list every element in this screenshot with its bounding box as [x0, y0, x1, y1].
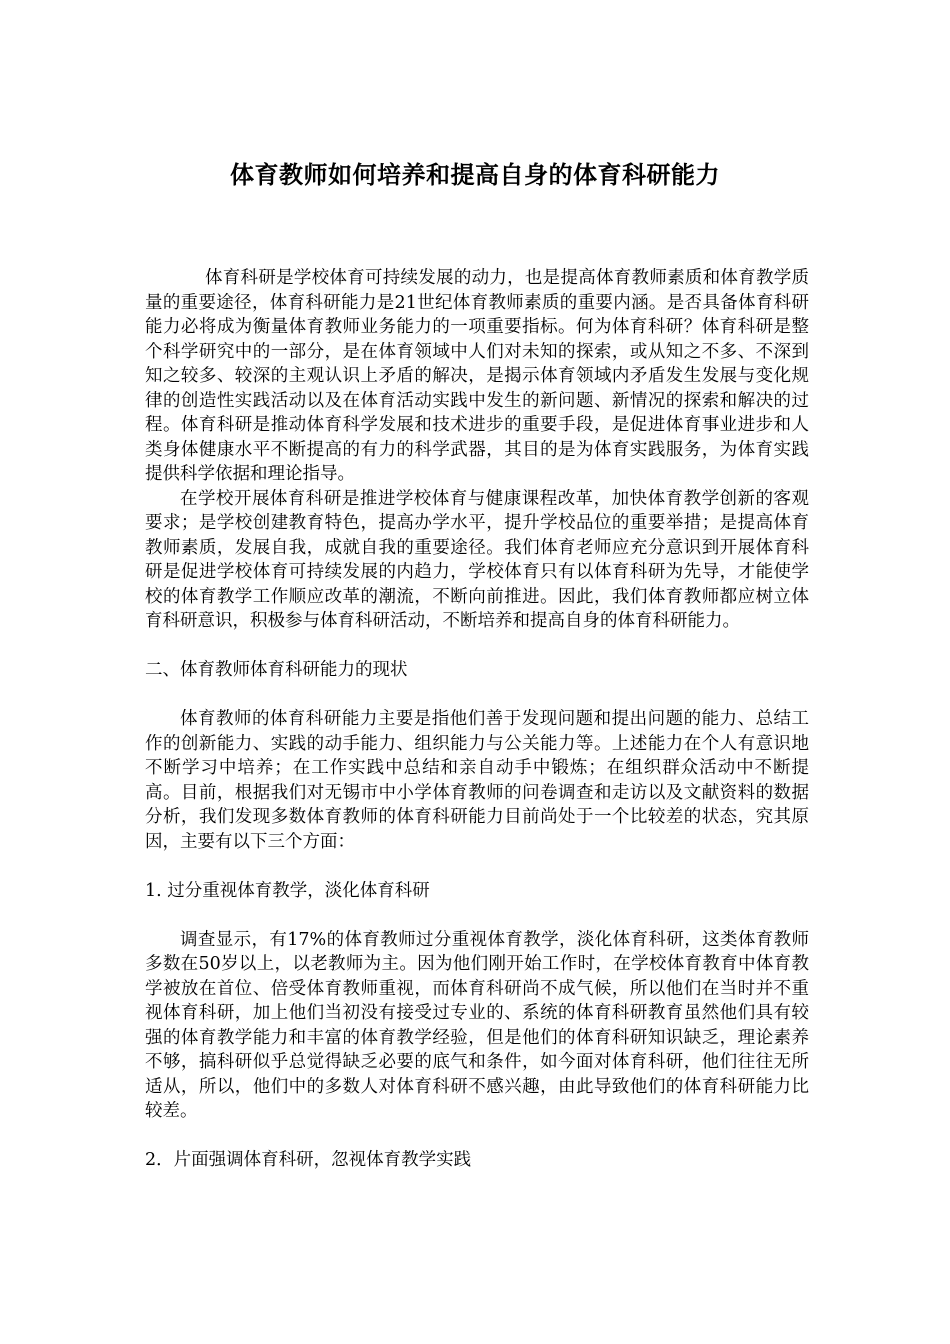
document-body — [145, 266, 809, 1173]
spacer — [145, 683, 809, 708]
subsection-heading-1: 1. 过分重视体育教学，淡化体育科研 — [145, 880, 430, 901]
spacer — [145, 903, 809, 928]
spacer — [145, 854, 809, 879]
spacer — [145, 1124, 809, 1149]
section-heading-status: 二、体育教师体育科研能力的现状 — [145, 660, 408, 680]
subsection-heading-2: 2．片面强调体育科研，忽视体育教学实践 — [145, 1150, 472, 1170]
spacer — [145, 634, 809, 659]
paragraph-reason-1: 调查显示，有17%的体育教师过分重视体育教学，淡化体育科研，这类体育教师多数在50岁以上，以老教师为主。因为他们刚开始工作时，在学校体育教育中体育教学被放在首位、倍受体育教师重视，而体育科研尚不成气候，所以他们在当时并不重视体育科研，加上他们当初没有接受过专业的、系统的体育科研教育虽然他们具有较强的体育教学能力和丰富的体育教学经验，但是他们的体育科研知识缺乏，理论素养不够，搞科研似乎总觉得缺乏必要的底气和条件，如今面对体育科研，他们往往无所适从，所以，他们中的多数人对体育科研不感兴趣，由此导致他们的体育科研能力比较差。 — [145, 929, 809, 1121]
paragraph-status: 体育教师的体育科研能力主要是指他们善于发现问题和提出问题的能力、总结工作的创新能力、实践的动手能力、组织能力与公关能力等。上述能力在个人有意识地不断学习中培养；在工作实践中总结和亲自动手中锻炼；在组织群众活动中不断提高。目前，根据我们对无锡市中小学体育教师的问卷调查和走访以及文献资料的数据分析，我们发现多数体育教师的体育科研能力目前尚处于一个比较差的状态，究其原因，主要有以下三个方面： — [145, 709, 809, 852]
paragraph-significance: 在学校开展体育科研是推进学校体育与健康课程改革，加快体育教学创新的客观要求；是学校创建教育特色，提高办学水平，提升学校品位的重要举措；是提高体育教师素质，发展自我，成就自我的重要途径。我们体育老师应充分意识到开展体育科研是促进学校体育可持续发展的内趋力，学校体育只有以体育科研为先导，才能使学校的体育教学工作顺应改革的潮流，不断向前推进。因此，我们体育教师都应树立体育科研意识，积极参与体育科研活动，不断培养和提高自身的体育科研能力。 — [145, 488, 809, 631]
document-title: 体育教师如何培养和提高自身的体育科研能力 — [230, 160, 720, 189]
paragraph-intro: 体育科研是学校体育可持续发展的动力，也是提高体育教师素质和体育教学质量的重要途径，体育科研能力是21世纪体育教师素质的重要内涵。是否具备体育科研能力必将成为衡量体育教师业务能力的一项重要指标。何为体育科研？体育科研是整个科学研究中的一部分，是在体育领域中人们对未知的探索，或从知之不多、不深到知之较多、较深的主观认识上矛盾的解决，是揭示体育领域内矛盾发生发展与变化规律的创造性实践活动以及在体育活动实践中发生的新问题、新情况的探索和解决的过程。体育科研是推动体育科学发展和技术进步的重要手段，是促进体育事业进步和人类身体健康水平不断提高的有力的科学武器，其目的是为体育实践服务，为体育实践提供科学依据和理论指导。 — [145, 268, 809, 484]
